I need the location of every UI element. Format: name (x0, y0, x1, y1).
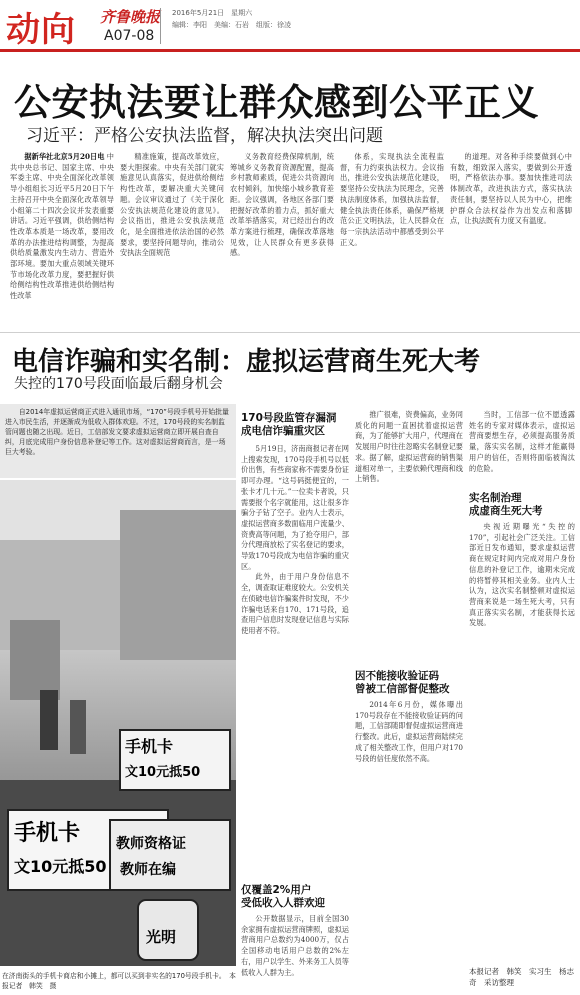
lead-column-1-text: 中共中央总书记、国家主席、中央军委主席、中央全面深化改革领导小组组长习近平5月20日下午主持召开中央全面深化改革领导小组第二十四次会议并发表重要讲话。习近平强调，供给侧结构性改革本质是一场改革，要用改革的办法推进结构调整，为提高供给质量激发内生动力、营造外部环境。要加大重点领域关键环节市场化改革力度，要把握好供给侧结构性改革推进供给侧结构性改革 (10, 152, 114, 301)
story-summary: 自2014年虚拟运营商正式进入通讯市场，“170”号段手机号开始批量进入市民生活，并逐渐成为低收入群体欢迎。不过，170号段的实名制监管问题也随之出现。近日，工信部发文要求虚拟运营商立即开展自查自纠，月底完成用户身份信息补登记等工作。这对虚拟运营商而言，是一场巨大考验。 (0, 404, 236, 478)
sign-text-5: 教师资格证 (116, 836, 186, 852)
section-name: 动向 (6, 10, 76, 50)
subhead-2: 仅覆盖2%用户 受低收入人群欢迎 (241, 884, 325, 909)
second-subheadline: 失控的170号段面临最后翻身机会 (14, 376, 223, 392)
subhead-4: 实名制治理 成虚商生死大考 (469, 492, 543, 517)
sign-text-4: 文10元抵50 (14, 857, 107, 876)
dateline: 据新华社北京5月20日电 (24, 152, 105, 161)
sign-text-7: 光明 (146, 928, 177, 946)
subhead-1: 170号段监管存漏洞 成电信诈骗重灾区 (241, 412, 337, 437)
section-divider (0, 332, 580, 333)
masthead (0, 0, 580, 52)
editor-credits: 编辑：李阳 美编：石岩 组版：徐凌 (172, 21, 291, 29)
lead-column-1 (10, 152, 114, 326)
lead-column-5: 的道理。对各种手续要做到心中有数，细致深入落实，要做到公开透明，严格依法办事。要加快推进司法体制改革，改进执法方式，落实执法责任制，要坚持以人民为中心，把维护群众合法权益作为出发点和落脚点，让执法既有力度又有温度。 (450, 152, 572, 226)
newspaper-logo: 齐鲁晚报 (100, 8, 161, 26)
photo-caption: 在济南街头的手机卡商店和小摊上，都可以买到非实名的170号段手机卡。 本报记者 韩笑 摄 (2, 972, 236, 990)
story-byline: 本报记者 韩笑 实习生 杨志奇 采访整理 (469, 967, 574, 987)
masthead-divider (160, 8, 161, 44)
sign-text-6: 教师在编 (120, 862, 176, 878)
story-column-b3: 公开数据显示，目前全国30余家拥有虚拟运营商牌照，虚拟运营商用户总数约为4000万，仅占全国移动电话用户总数的2%左右，用户以学生、外来务工人员等低收入人群为主。 (241, 914, 349, 977)
lead-column-4: 体系，实现执法全流程监督，有力约束执法权力。会议指出，推进公安执法规范化建设，要坚持公安执法为民理念，完善执法制度体系，加强执法监督，健全执法责任体系，确保严格规范公正文明执法，让人民群众在每一宗执法活动中都感受到公平正义。 (340, 152, 444, 247)
photo-illustration (0, 480, 236, 966)
story-column-d1: 当时，工信部一位不愿透露姓名的专家对媒体表示，虚拟运营商要想生存，必须提高服务质量，落实实名制，这样才能赢得用户的信任，否则将面临被淘汰的危险。 (469, 410, 575, 473)
story-column-b1-text: 5月19日，济南商报记者在网上搜索发现，170号段手机号以低价出售，有些商家称不需要身份证即可办理。“这号码挺便宜的，一张卡才几十元。”一位卖卡者说，只需要报个名字就能用，这让很多诈骗分子钻了空子。业内人士表示，虚拟运营商多数面临用户流量少、资费高等问题，为了抢夺用户，部分代理商放松了实名登记的要求，导致170号段成为电信诈骗的重灾区。 (241, 444, 349, 571)
lead-headline: 公安执法要让群众感到公平正义 (14, 81, 539, 124)
story-column-c2: 2014年6月份，媒体曝出170号段存在不能接收验证码的问题，工信部随即督促虚拟运营商进行整改。此后，虚拟运营商陆续完成了相关整改工作，但用户对170号段的信任度依然不高。 (355, 700, 463, 763)
issue-date: 2016年5月21日 星期六 (172, 9, 253, 17)
subhead-3: 因不能接收验证码 曾被工信部督促整改 (355, 670, 450, 695)
sign-text-2: 文10元抵50 (125, 765, 201, 780)
story-column-c1: 推广很难，资费偏高，业务同质化的问题一直困扰着虚拟运营商，为了能够扩大用户，代理商在发展用户时往往忽略实名制登记要求。据了解，虚拟运营商的销售渠道相对单一，主要依赖代理商和线上销售。 (355, 410, 463, 484)
sign-text-1: 手机卡 (125, 737, 174, 756)
second-headline: 电信诈骗和实名制：虚拟运营商生死大考 (12, 347, 481, 377)
story-column-d2: 央视近期曝光“失控的170”，引起社会广泛关注。工信部近日发布通知，要求虚拟运营商在规定时间内完成对用户身份信息的补登记工作，逾期未完成的将暂停其相关业务。业内人士认为，这次实名制整顿对虚拟运营商来说是一场生死大考，只有真正落实实名制，才能获得长远发展。 (469, 522, 575, 628)
story-column-b2-text: 此外，由于用户身份信息不全，调查取证难度较大。公安机关在侦破电信诈骗案件时发现，不少诈骗电话来自170、171号段，追查用户信息时发现登记信息与实际使用者不符。 (241, 572, 349, 635)
page-number: A07-08 (104, 28, 155, 44)
lead-column-2: 精准施策，提高改革效应，要大胆探索。中央有关部门就实施意见认真落实，促进供给侧结构性改革，要解决重大关键问题。会议审议通过了《关于深化公安执法规范化建设的意见》。会议指出，推进公安执法规范化，是全面推进依法治国的必然要求，要坚持问题导向，推动公安执法全面规范 (120, 152, 224, 258)
lead-column-3: 义务教育经费保障机制，统筹城乡义务教育资源配置，提高乡村教师素质，促进公共资源向农村倾斜，加快缩小城乡教育差距。会议强调，各地区各部门要把握好改革的着力点，抓好重大改革举措落实，对已经出台的改革方案进行梳理，确保改革落地见效，让人民群众有更多获得感。 (230, 152, 334, 258)
street-photo (0, 480, 236, 966)
lead-subheadline: 习近平：严格公安执法监督，解决执法突出问题 (26, 126, 383, 146)
story-column-b1 (241, 444, 349, 876)
sign-text-3: 手机卡 (14, 821, 81, 846)
